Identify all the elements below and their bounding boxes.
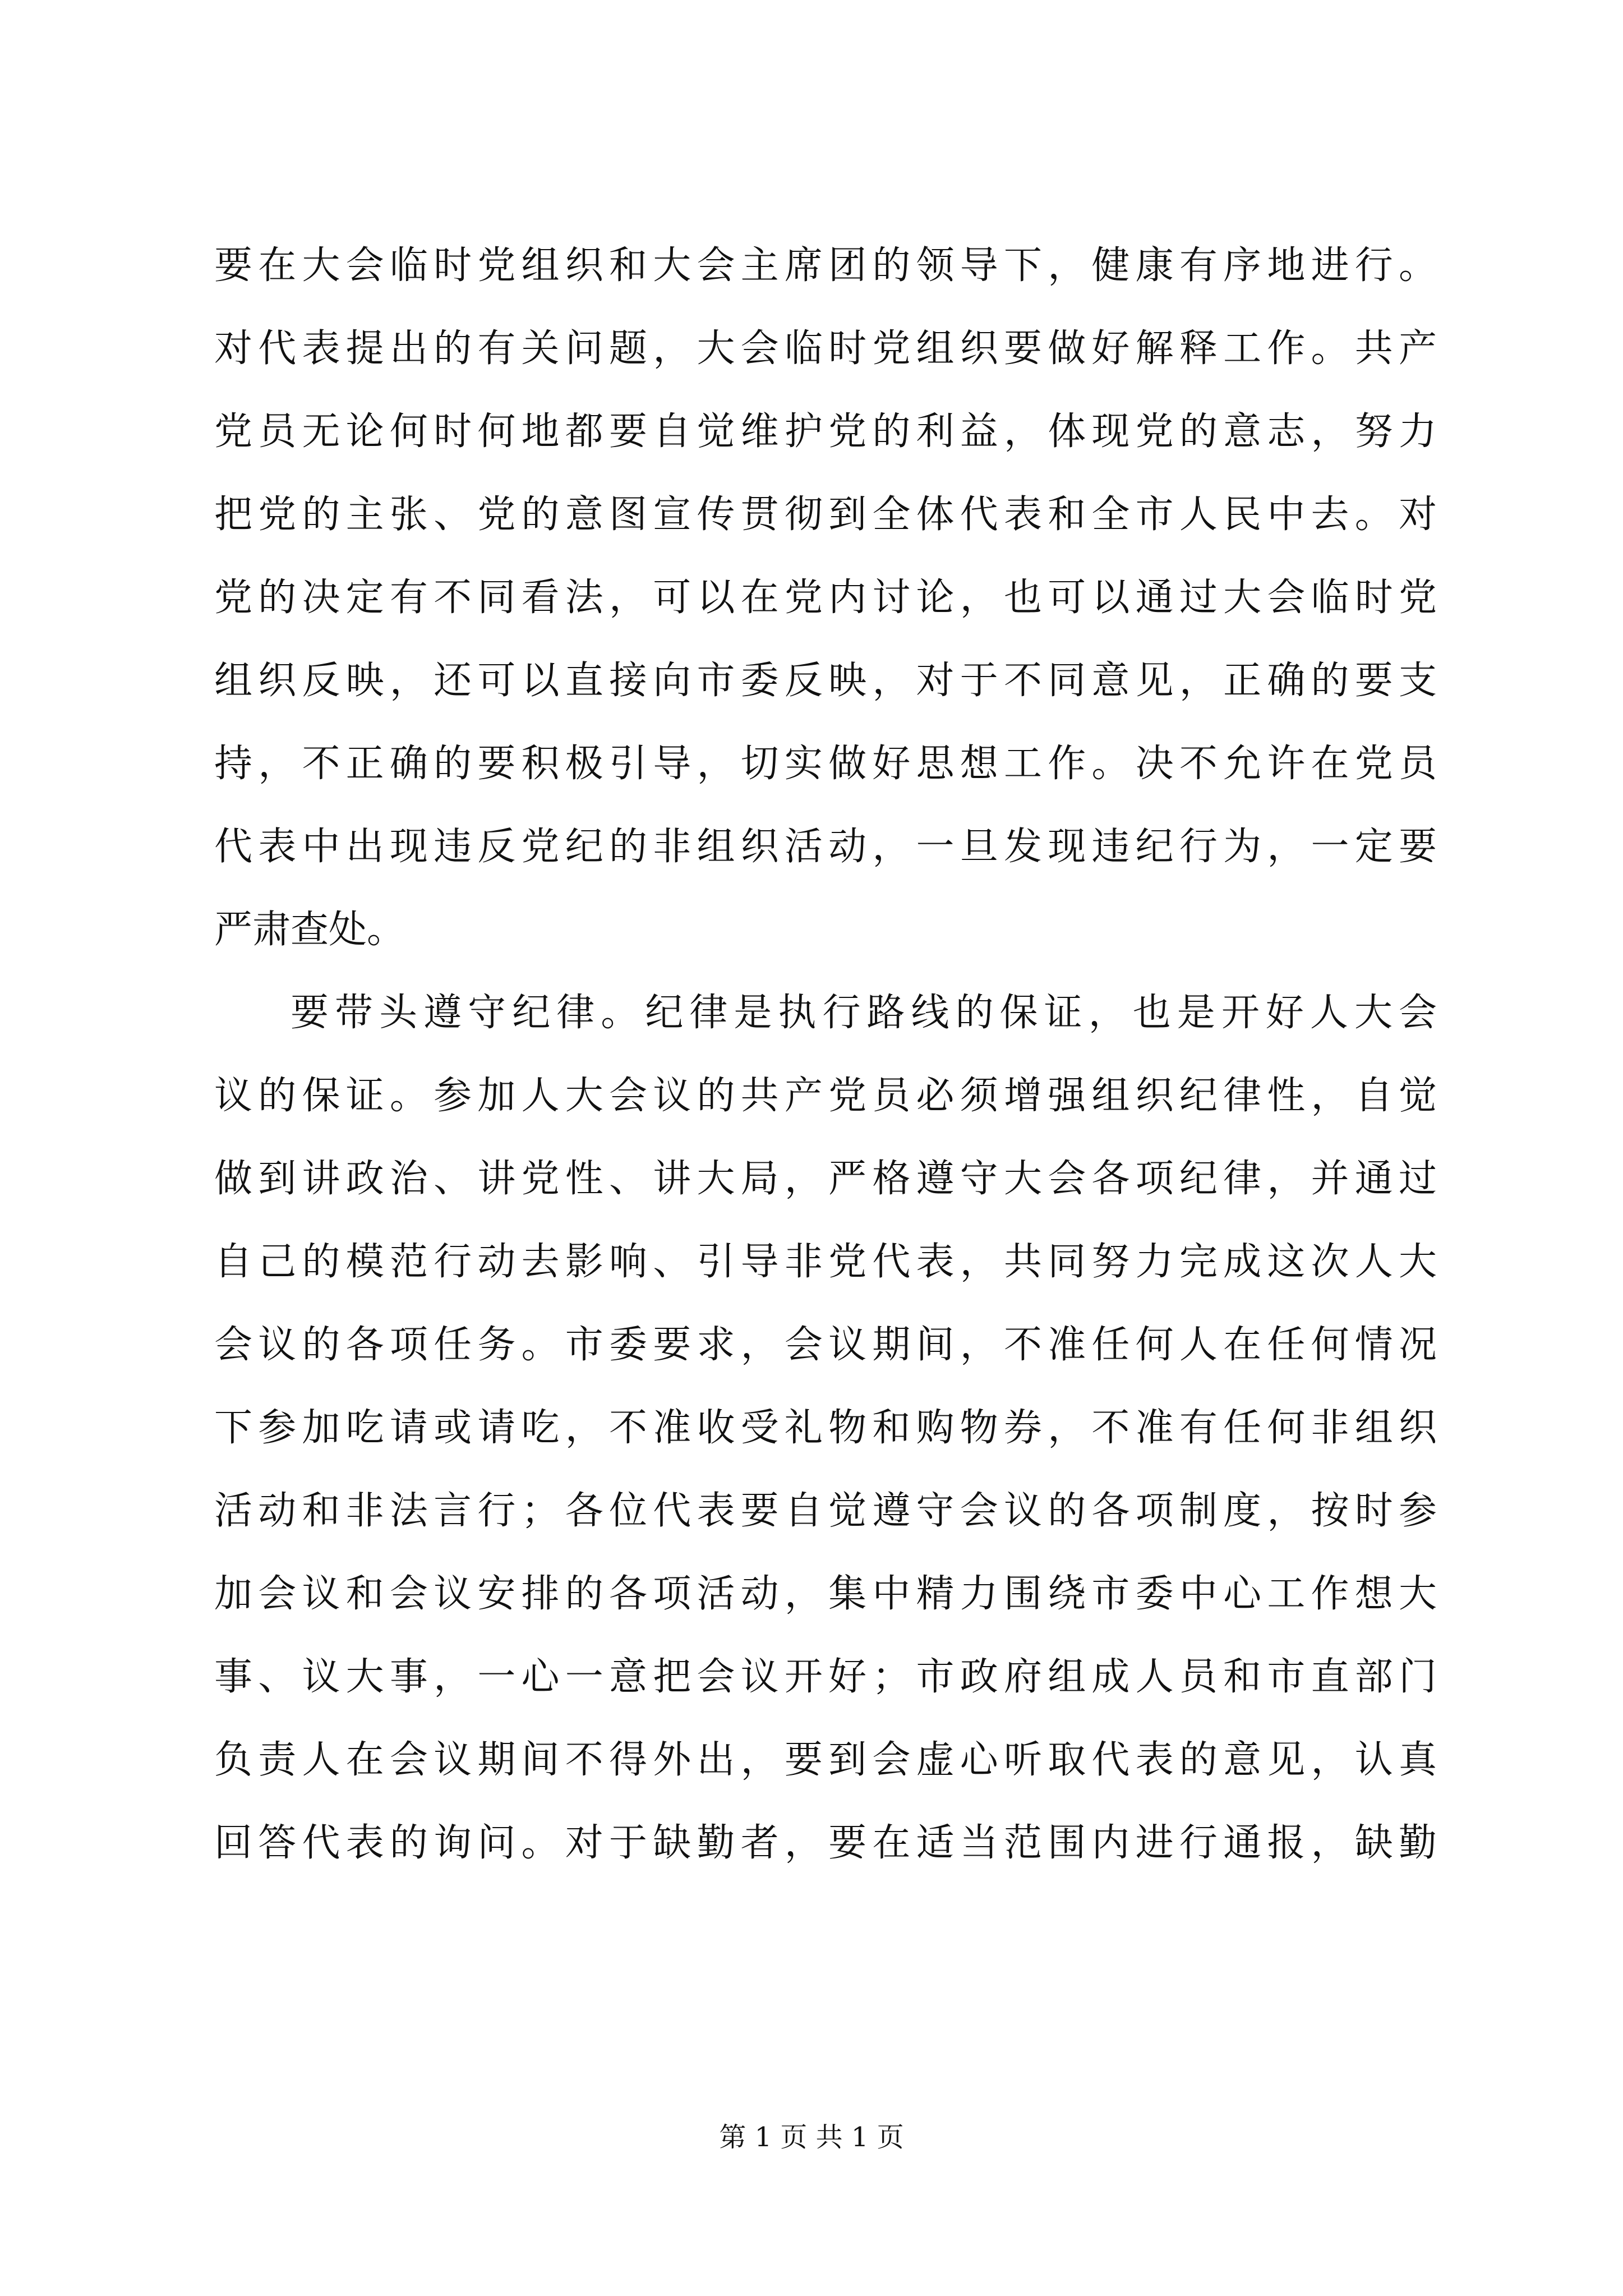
paragraph-2-line-9: 事、议大事，一心一意把会议开好；市政府组成人员和市直部门 <box>214 1655 1437 1699</box>
paragraph-2-line-7: 活动和非法言行；各位代表要自觉遵守会议的各项制度，按时参 <box>214 1489 1437 1533</box>
paragraph-2-line-2: 议的保证。参加人大会议的共产党员必须增强组织纪律性，自觉 <box>214 1074 1437 1118</box>
paragraph-1-line-8: 代表中出现违反党纪的非组织活动，一旦发现违纪行为，一定要 <box>214 825 1437 869</box>
paragraph-2-line-10: 负责人在会议期间不得外出，要到会虚心听取代表的意见，认真 <box>214 1738 1437 1782</box>
paragraph-2-line-6: 下参加吃请或请吃，不准收受礼物和购物券，不准有任何非组织 <box>214 1406 1437 1450</box>
paragraph-2-line-11: 回答代表的询问。对于缺勤者，要在适当范围内进行通报，缺勤 <box>214 1821 1437 1865</box>
paragraph-1-line-3: 党员无论何时何地都要自觉维护党的利益，体现党的意志，努力 <box>214 409 1437 454</box>
paragraph-2-line-3: 做到讲政治、讲党性、讲大局，严格遵守大会各项纪律，并通过 <box>214 1157 1437 1201</box>
paragraph-2-line-8: 加会议和会议安排的各项活动，集中精力围绕市委中心工作想大 <box>214 1572 1437 1616</box>
page-footer <box>0 2120 1623 2154</box>
paragraph-1-line-4: 把党的主张、党的意图宣传贯彻到全体代表和全市人民中去。对 <box>214 493 1437 537</box>
paragraph-1-line-9: 严肃查处。 <box>214 908 405 952</box>
paragraph-2-line-1: 要带头遵守纪律。纪律是执行路线的保证，也是开好人大会 <box>291 991 1437 1035</box>
paragraph-1-line-2: 对代表提出的有关问题，大会临时党组织要做好解释工作。共产 <box>214 326 1437 371</box>
paragraph-1-line-6: 组织反映，还可以直接向市委反映，对于不同意见，正确的要支 <box>214 659 1437 703</box>
paragraph-1-line-5: 党的决定有不同看法，可以在党内讨论，也可以通过大会临时党 <box>214 576 1437 620</box>
page-number-label: 第 1 页 共 1 页 <box>719 2122 904 2153</box>
body-text <box>214 224 1437 1885</box>
paragraph-2-line-5: 会议的各项任务。市委要求，会议期间，不准任何人在任何情况 <box>214 1323 1437 1367</box>
paragraph-1-line-1: 要在大会临时党组织和大会主席团的领导下，健康有序地进行。 <box>214 243 1437 288</box>
paragraph-1-line-7: 持，不正确的要积极引导，切实做好思想工作。决不允许在党员 <box>214 742 1437 786</box>
paragraph-2-line-4: 自己的模范行动去影响、引导非党代表，共同努力完成这次人大 <box>214 1240 1437 1284</box>
